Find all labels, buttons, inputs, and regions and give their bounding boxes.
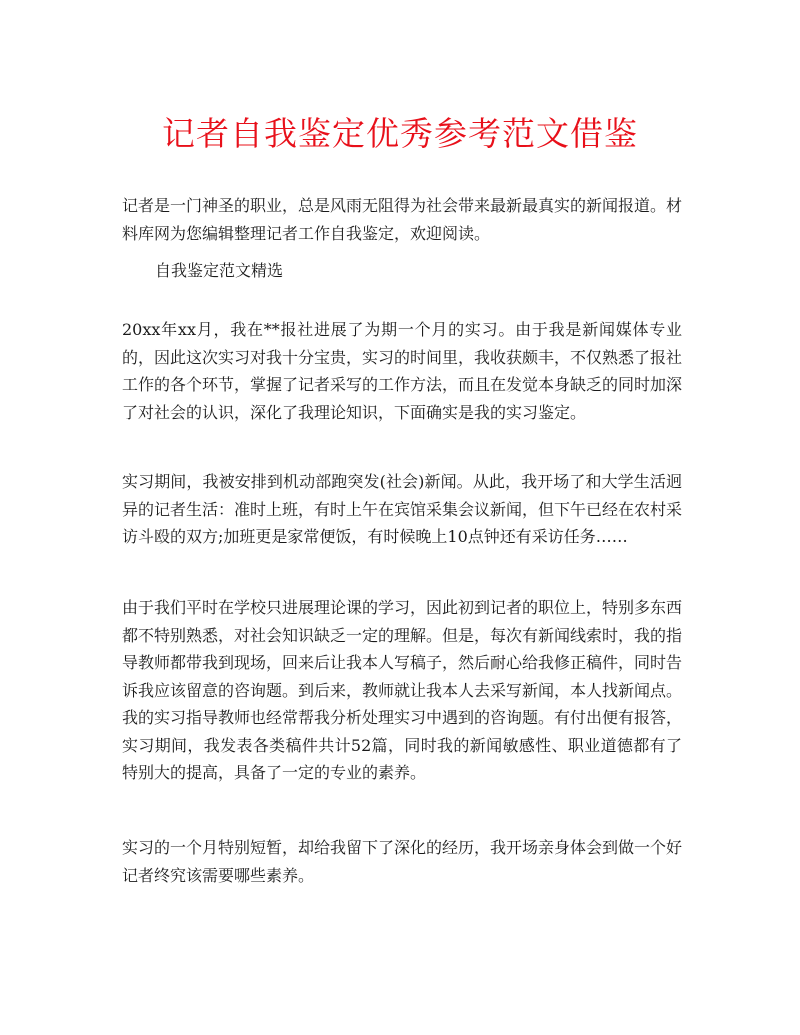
page-title: 记者自我鉴定优秀参考范文借鉴 (162, 114, 638, 153)
body-paragraph-2: 实习期间，我被安排到机动部跑突发(社会)新闻。从此，我开场了和大学生活迥异的记者生活：准时上班，有时上午在宾馆采集会议新闻，但下午已经在农村采访斗殴的双方;加班更是家常便饭，有时候晚上10点钟还有采访任务…… (122, 472, 683, 546)
body-paragraph-1: 20xx年xx月，我在**报社进展了为期一个月的实习。由于我是新闻媒体专业的，因此这次实习对我十分宝贵，实习的时间里，我收获颇丰，不仅熟悉了报社工作的各个环节，掌握了记者采写的工作方法，而且在发觉本身缺乏的同时加深了对社会的认识，深化了我理论知识，下面确实是我的实习鉴定。 (122, 320, 683, 422)
body-paragraph-3: 由于我们平时在学校只进展理论课的学习，因此初到记者的职位上，特别多东西都不特别熟悉，对社会知识缺乏一定的理解。但是，每次有新闻线索时，我的指导教师都带我到现场，回来后让我本人写稿子，然后耐心给我修正稿件，同时告诉我应该留意的咨询题。到后来，教师就让我本人去采写新闻，本人找新闻点。我的实习指导教师也经常帮我分析处理实习中遇到的咨询题。有付出便有报答，实习期间，我发表各类稿件共计52篇，同时我的新闻敏感性、职业道德都有了特别大的提高，具备了一定的专业的素养。 (122, 598, 683, 782)
intro-paragraph: 记者是一门神圣的职业，总是风雨无阻得为社会带来最新最真实的新闻报道。材料库网为您编辑整理记者工作自我鉴定，欢迎阅读。 (122, 196, 683, 243)
body-paragraph-4: 实习的一个月特别短暂，却给我留下了深化的经历，我开场亲身体会到做一个好记者终究该需要哪些素养。 (122, 838, 683, 885)
section-subheading: 自我鉴定范文精选 (155, 261, 284, 280)
